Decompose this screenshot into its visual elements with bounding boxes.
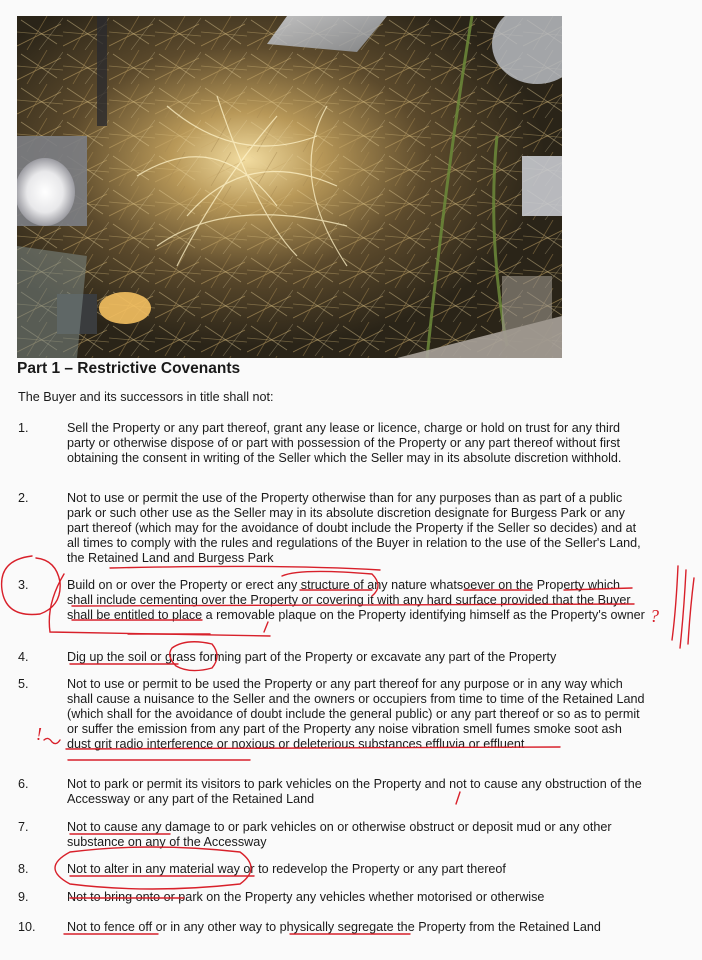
clause-text: Not to alter in any material way or to redevelop the Property or any part thereof bbox=[67, 862, 506, 876]
clause-number: 5. bbox=[18, 677, 29, 691]
clause-number: 3. bbox=[18, 578, 29, 592]
question-mark-annotation: ? bbox=[650, 606, 659, 626]
clause-number: 4. bbox=[18, 650, 29, 664]
clause-text: Build on or over the Property or erect any structure of any nature whatsoever on the Property which shall include cementing over the Property or covering it with any hard surface provided that the Buyer shall be entitled to place a removable plaque on the Property identifying himself as the Property's owner bbox=[67, 578, 645, 622]
clause-number: 8. bbox=[18, 862, 29, 876]
clause-number: 1. bbox=[18, 421, 29, 435]
clause-number: 7. bbox=[18, 820, 29, 834]
underline-mark bbox=[110, 566, 380, 570]
grass-photograph bbox=[17, 16, 562, 358]
exclamation-annotation: ! bbox=[36, 724, 42, 744]
clause-text: Not to cause any damage to or park vehicles on or otherwise obstruct or deposit mud or any other substance on any of the Accessway bbox=[67, 820, 612, 849]
margin-mark bbox=[680, 570, 686, 648]
clause-number: 2. bbox=[18, 491, 29, 505]
clause-text: Not to fence off or in any other way to physically segregate the Property from the Retained Land bbox=[67, 920, 601, 934]
clause-number: 10. bbox=[18, 920, 36, 934]
clause-text: Not to use or permit the use of the Property otherwise than for any purposes than as part of a public park or such other use as the Seller may in its absolute discretion designate for Burgess Park or any part thereof (which may for the avoidance of doubt include the Property if the Seller so decides) and at all times to comply with the rules and regulations of the Buyer in relation to the use of the Seller's Land, the Retained Land and Burgess Park bbox=[67, 491, 641, 565]
clause-text: Not to bring onto or park on the Property any vehicles whether motorised or otherwise bbox=[67, 890, 545, 904]
clause-text: Dig up the soil or grass forming part of the Property or excavate any part of the Property bbox=[67, 650, 557, 664]
clause-text: Not to use or permit to be used the Property or any part thereof for any purpose or in any way which shall cause a nuisance to the Seller and the owners or occupiers from time to time of the Retained Land (which shall for the avoidance of doubt include the general public) or any part thereof or so as to permit or suffer the emission from any part of the Property any noise vibration smell fumes smoke soot ash dust grit radio interference or noxious or deleterious substances effluvia or effluent bbox=[67, 677, 645, 751]
circle-mark bbox=[2, 556, 61, 615]
margin-mark bbox=[672, 566, 678, 640]
tick-mark bbox=[264, 622, 268, 632]
margin-mark bbox=[688, 578, 694, 644]
clause-text: Sell the Property or any part thereof, grant any lease or licence, charge or hold on trust for any third party or otherwise dispose of or part with possession of the Property or any part thereof without first obtaining the consent in writing of the Seller which the Seller may in its absolute discretion withhold. bbox=[67, 421, 622, 465]
intro-paragraph: The Buyer and its successors in title shall not: bbox=[18, 390, 274, 404]
clause-number: 9. bbox=[18, 890, 29, 904]
clause-text: Not to park or permit its visitors to park vehicles on the Property and not to cause any obstruction of the Accessway or any part of the Retained Land bbox=[67, 777, 642, 806]
clause-number: 6. bbox=[18, 777, 29, 791]
scribble-mark bbox=[44, 738, 60, 743]
page-title: Part 1 – Restrictive Covenants bbox=[17, 360, 241, 377]
